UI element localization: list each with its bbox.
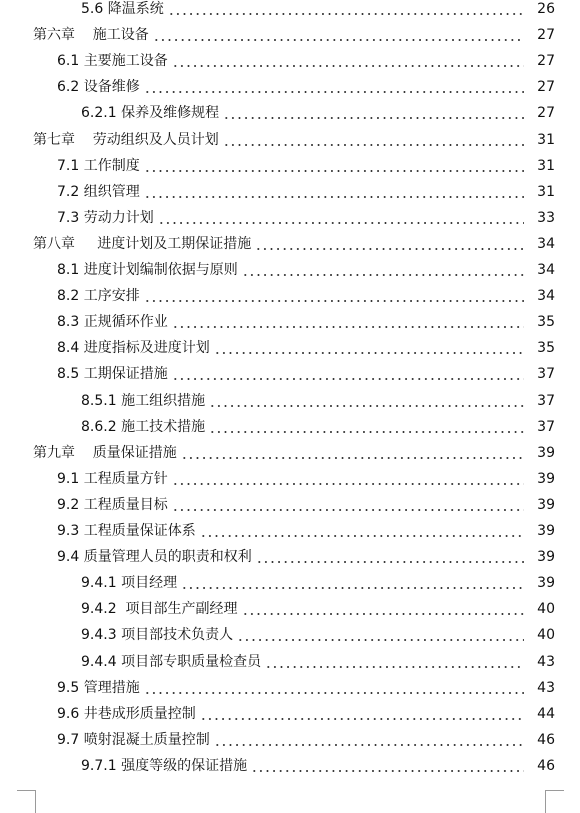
toc-entry[interactable] bbox=[0, 0, 580, 22]
toc-entry-page-number: 34 bbox=[537, 288, 555, 305]
toc-entry-title: 8.5.1 施工组织措施 bbox=[81, 392, 206, 409]
toc-entry-page-number: 37 bbox=[537, 418, 555, 435]
toc-dot-leader bbox=[153, 39, 524, 41]
toc-entry[interactable] bbox=[0, 205, 580, 231]
toc-dot-leader bbox=[158, 222, 524, 224]
toc-dot-leader bbox=[214, 352, 524, 354]
toc-dot-leader bbox=[181, 457, 524, 459]
toc-entry-page-number: 44 bbox=[537, 705, 555, 722]
toc-entry-title: 7.1 工作制度 bbox=[57, 157, 140, 174]
toc-entry-title: 7.3 劳动力计划 bbox=[57, 209, 154, 226]
toc-entry[interactable] bbox=[0, 153, 580, 179]
toc-entry-title: 9.4.4 项目部专职质量检查员 bbox=[81, 653, 262, 670]
toc-entry[interactable] bbox=[0, 335, 580, 361]
toc-entry[interactable] bbox=[0, 127, 580, 153]
toc-entry[interactable] bbox=[0, 74, 580, 100]
toc-dot-leader bbox=[251, 770, 524, 772]
toc-entry-title: 9.1 工程质量方针 bbox=[57, 470, 168, 487]
toc-dot-leader bbox=[181, 587, 524, 589]
toc-entry-page-number: 39 bbox=[537, 523, 555, 539]
toc-dot-leader bbox=[256, 561, 524, 563]
toc-entry-page-number: 37 bbox=[537, 392, 555, 409]
toc-entry-page-number: 39 bbox=[537, 496, 555, 513]
toc-dot-leader bbox=[172, 509, 524, 511]
toc-entry[interactable] bbox=[0, 179, 580, 205]
toc-entry-title: 8.2 工序安排 bbox=[57, 288, 140, 305]
toc-entry[interactable] bbox=[0, 544, 580, 570]
toc-entry-title: 9.3 工程质量保证体系 bbox=[57, 523, 196, 539]
toc-entry-page-number: 37 bbox=[537, 366, 555, 383]
toc-entry-title: 第八章 进度计划及工期保证措施 bbox=[33, 235, 252, 252]
toc-dot-leader bbox=[223, 144, 524, 146]
toc-entry-page-number: 39 bbox=[537, 470, 555, 487]
toc-entry-page-number: 31 bbox=[537, 157, 555, 174]
toc-entry-title: 第六章 施工设备 bbox=[33, 27, 149, 44]
toc-entry-page-number: 46 bbox=[537, 731, 555, 748]
toc-entry[interactable] bbox=[0, 727, 580, 753]
toc-entry-page-number: 26 bbox=[537, 1, 555, 17]
toc-entry[interactable] bbox=[0, 675, 580, 701]
toc-dot-leader bbox=[172, 483, 524, 485]
toc-dot-leader bbox=[242, 274, 524, 276]
toc-dot-leader bbox=[172, 326, 524, 328]
toc-entry-title: 6.2.1 保养及维修规程 bbox=[81, 105, 220, 122]
toc-entry-page-number: 27 bbox=[537, 53, 555, 70]
toc-dot-leader bbox=[144, 300, 524, 302]
toc-entry[interactable] bbox=[0, 492, 580, 518]
toc-entry-page-number: 39 bbox=[537, 575, 555, 592]
toc-entry-page-number: 34 bbox=[537, 235, 555, 252]
toc-dot-leader bbox=[144, 91, 524, 93]
toc-dot-leader bbox=[172, 65, 524, 67]
toc-entry[interactable] bbox=[0, 622, 580, 648]
toc-entry-title: 9.7.1 强度等级的保证措施 bbox=[81, 757, 248, 774]
toc-entry-title: 9.4.2 项目部生产副经理 bbox=[81, 601, 238, 618]
toc-dot-leader bbox=[144, 692, 524, 694]
toc-entry[interactable] bbox=[0, 570, 580, 596]
toc-entry-title: 5.6 降温系统 bbox=[81, 1, 164, 17]
toc-entry-title: 7.2 组织管理 bbox=[57, 183, 140, 200]
toc-entry-page-number: 27 bbox=[537, 27, 555, 44]
toc-entry-page-number: 40 bbox=[537, 627, 555, 644]
toc-dot-leader bbox=[255, 248, 524, 250]
toc-entry[interactable] bbox=[0, 361, 580, 387]
toc-entry-page-number: 43 bbox=[537, 679, 555, 696]
toc-entry-title: 第七章 劳动组织及人员计划 bbox=[33, 131, 219, 148]
toc-dot-leader bbox=[237, 639, 524, 641]
toc-entry[interactable] bbox=[0, 753, 580, 779]
toc-entry-title: 9.4.1 项目经理 bbox=[81, 575, 178, 592]
toc-entry-title: 6.1 主要施工设备 bbox=[57, 53, 168, 70]
toc-entry[interactable] bbox=[0, 466, 580, 492]
toc-dot-leader bbox=[144, 170, 524, 172]
toc-entry-page-number: 43 bbox=[537, 653, 555, 670]
toc-entry[interactable] bbox=[0, 283, 580, 309]
toc-entry-page-number: 35 bbox=[537, 340, 555, 357]
toc-entry-title: 9.4.3 项目部技术负责人 bbox=[81, 627, 234, 644]
toc-entry[interactable] bbox=[0, 22, 580, 48]
toc-entry-page-number: 39 bbox=[537, 549, 555, 566]
toc-dot-leader bbox=[209, 431, 524, 433]
toc-entry[interactable] bbox=[0, 440, 580, 466]
toc-entry[interactable] bbox=[0, 701, 580, 727]
toc-entry-title: 9.2 工程质量目标 bbox=[57, 496, 168, 513]
toc-dot-leader bbox=[200, 718, 524, 720]
toc-dot-leader bbox=[209, 405, 524, 407]
toc-entry-title: 9.5 管理措施 bbox=[57, 679, 140, 696]
toc-entry[interactable] bbox=[0, 257, 580, 283]
toc-entry[interactable] bbox=[0, 48, 580, 74]
toc-entry-title: 8.6.2 施工技术措施 bbox=[81, 418, 206, 435]
toc-entry[interactable] bbox=[0, 100, 580, 126]
toc-entry-page-number: 40 bbox=[537, 601, 555, 618]
toc-entry[interactable] bbox=[0, 231, 580, 257]
toc-entry-title: 8.1 进度计划编制依据与原则 bbox=[57, 262, 238, 278]
toc-entry-page-number: 31 bbox=[537, 131, 555, 148]
toc-entry-page-number: 31 bbox=[537, 183, 555, 200]
toc-entry-page-number: 27 bbox=[537, 79, 555, 96]
toc-entry-title: 8.4 进度指标及进度计划 bbox=[57, 340, 210, 357]
toc-entry[interactable] bbox=[0, 518, 580, 544]
toc-entry-title: 9.4 质量管理人员的职责和权利 bbox=[57, 549, 252, 566]
toc-dot-leader bbox=[214, 744, 524, 746]
toc-entry-title: 第九章 质量保证措施 bbox=[33, 444, 177, 461]
toc-entry-title: 9.7 喷射混凝土质量控制 bbox=[57, 731, 210, 748]
toc-entry[interactable] bbox=[0, 649, 580, 675]
toc-dot-leader bbox=[242, 613, 524, 615]
toc-dot-leader bbox=[223, 117, 524, 119]
toc-entry-title: 8.3 正规循环作业 bbox=[57, 314, 168, 331]
toc-entry[interactable] bbox=[0, 414, 580, 440]
toc-entry-page-number: 35 bbox=[537, 314, 555, 331]
toc-entry-title: 9.6 井巷成形质量控制 bbox=[57, 705, 196, 722]
toc-entry-page-number: 34 bbox=[537, 262, 555, 278]
toc-entry[interactable] bbox=[0, 596, 580, 622]
toc-dot-leader bbox=[144, 196, 524, 198]
toc-entry-page-number: 33 bbox=[537, 209, 555, 226]
toc-entry-page-number: 39 bbox=[537, 444, 555, 461]
toc-dot-leader bbox=[200, 535, 524, 537]
toc-dot-leader bbox=[265, 666, 524, 668]
toc-dot-leader bbox=[168, 13, 524, 15]
toc-entry-title: 8.5 工期保证措施 bbox=[57, 366, 168, 383]
toc-dot-leader bbox=[172, 378, 524, 380]
toc-entry-page-number: 27 bbox=[537, 105, 555, 122]
toc-entry[interactable] bbox=[0, 309, 580, 335]
toc-entry[interactable] bbox=[0, 388, 580, 414]
toc-entry-title: 6.2 设备维修 bbox=[57, 79, 140, 96]
toc-entry-page-number: 46 bbox=[537, 757, 555, 774]
